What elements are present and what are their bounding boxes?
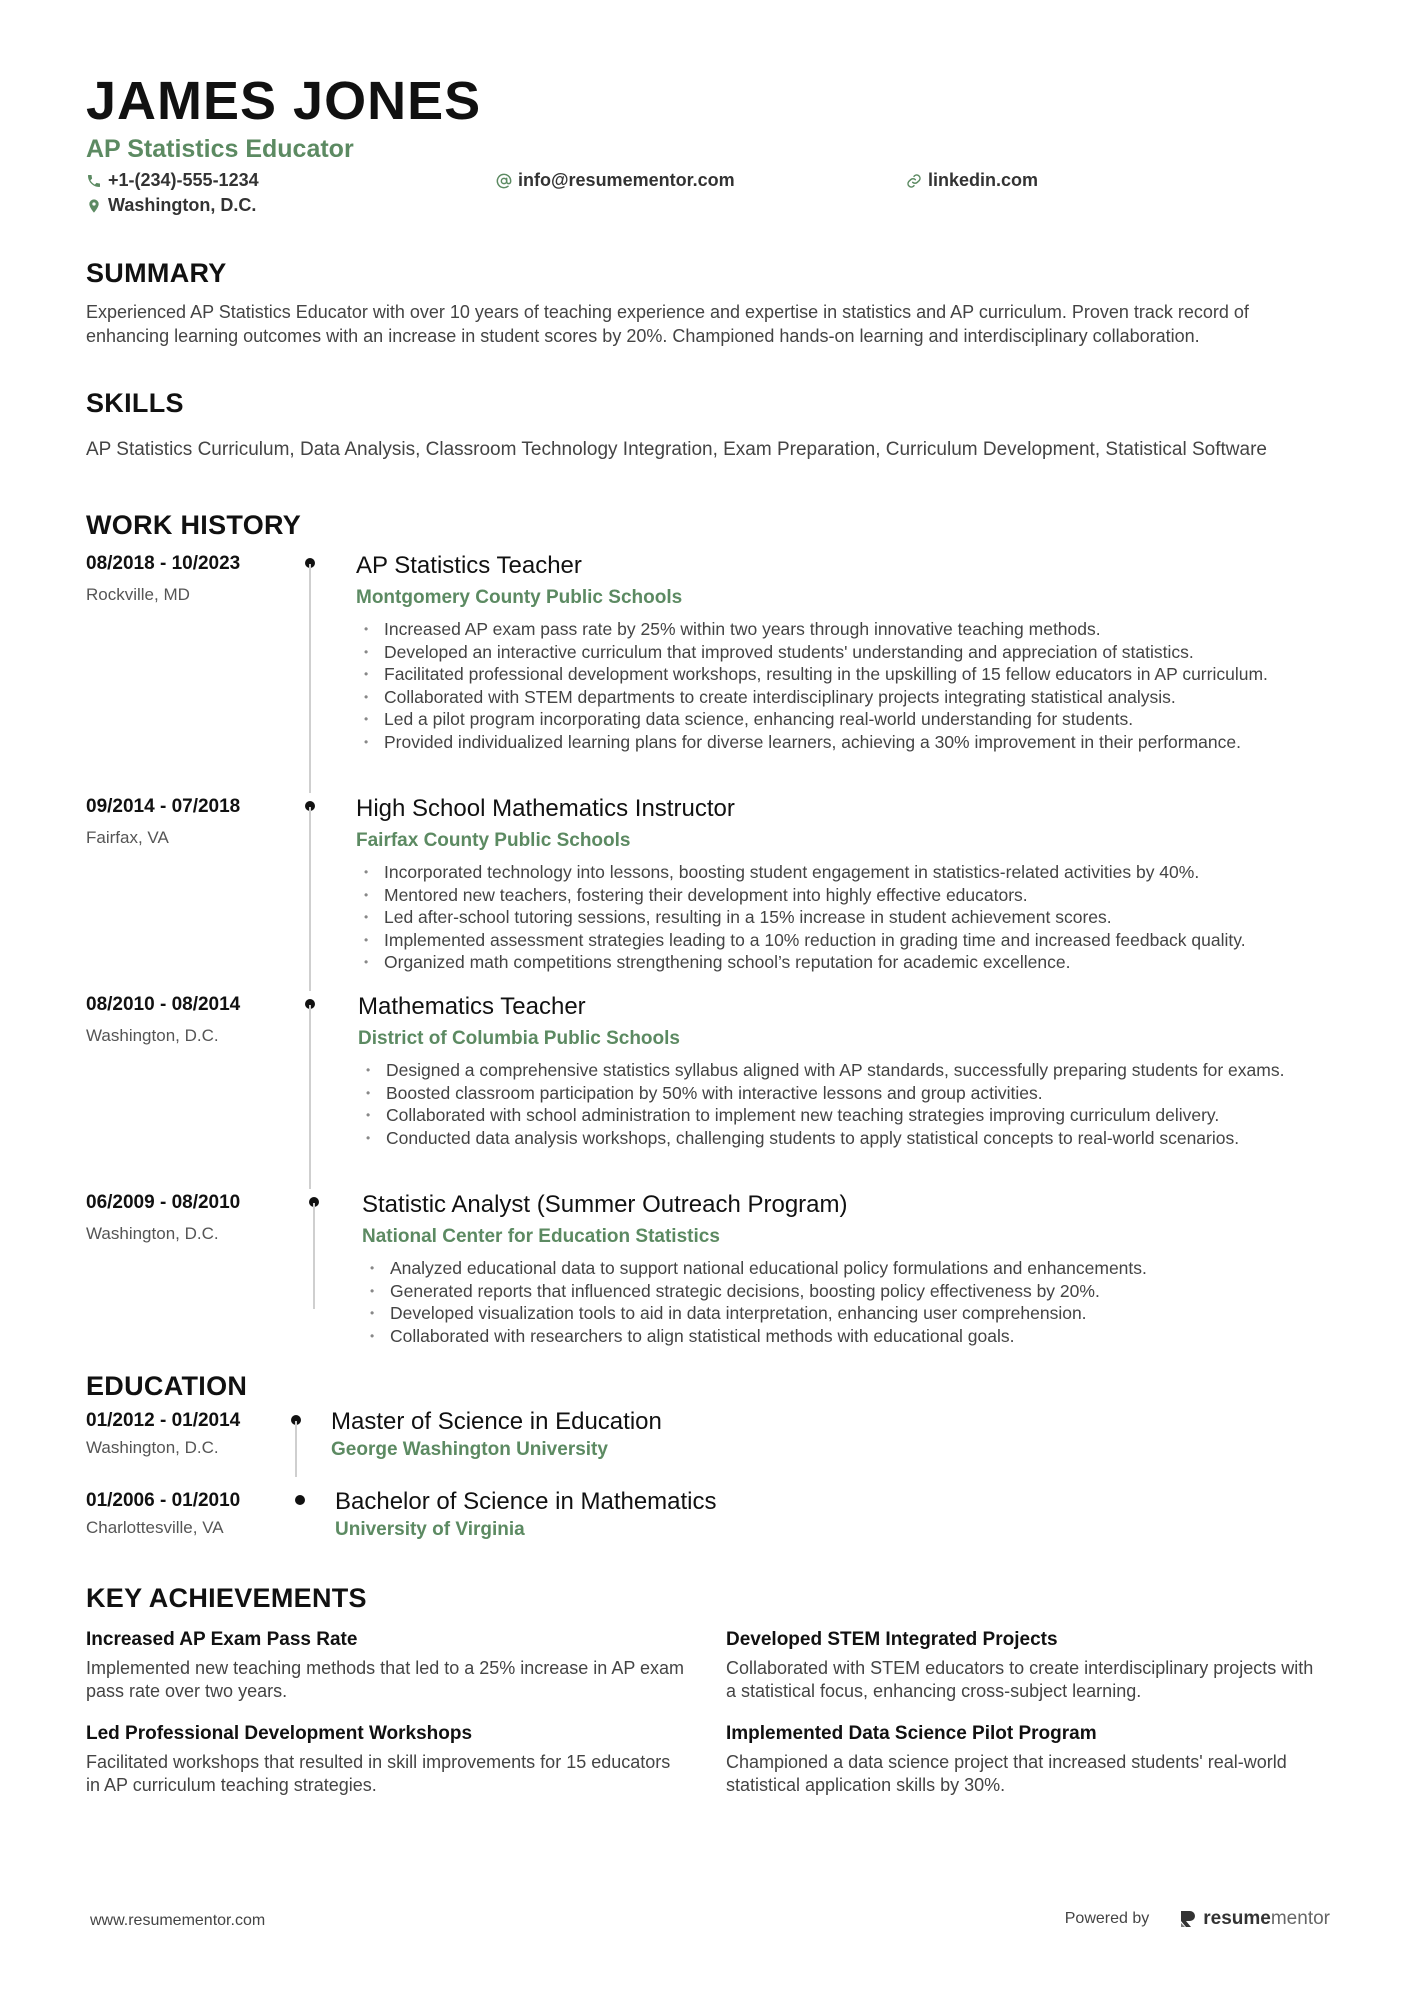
achievement-item xyxy=(86,1721,686,1797)
employer: District of Columbia Public Schools xyxy=(358,1028,680,1049)
degree: Bachelor of Science in Mathematics xyxy=(335,1488,717,1515)
achievement-title: Implemented Data Science Pilot Program xyxy=(726,1723,1097,1744)
phone-icon xyxy=(86,173,102,189)
achievement-text: Collaborated with STEM educators to create interdisciplinary projects with a statistical focus, enhancing cross-subject learning. xyxy=(726,1658,1314,1701)
achievements-section xyxy=(86,1581,1326,1797)
education-location: Charlottesville, VA xyxy=(86,1518,224,1537)
linkedin-text[interactable]: linkedin.com xyxy=(928,170,1039,190)
employer: National Center for Education Statistics xyxy=(362,1226,720,1247)
bullet-item: • Collaborated with researchers to align statistical methods with educational goals. xyxy=(362,1325,1326,1348)
work-history-section xyxy=(86,508,1326,1346)
phone-contact xyxy=(86,170,259,191)
work-dates: 08/2018 - 10/2023 xyxy=(86,553,241,574)
work-location: Fairfax, VA xyxy=(86,828,169,847)
timeline-rail xyxy=(296,793,326,991)
bullet-item: • Designed a comprehensive statistics syllabus aligned with AP standards, successfully preparing students for exams. xyxy=(358,1059,1326,1082)
bullet-item: • Implemented assessment strategies leading to a 10% reduction in grading time and increased feedback quality. xyxy=(356,929,1326,952)
footer-branding xyxy=(1065,1908,1330,1930)
bullet-item: • Led after-school tutoring sessions, resulting in a 15% increase in student achievement scores. xyxy=(356,906,1326,929)
bullet-item: • Collaborated with school administration to implement new teaching strategies improving curriculum delivery. xyxy=(358,1104,1326,1127)
bullet-item: • Analyzed educational data to support national educational policy formulations and enhancements. xyxy=(362,1257,1326,1280)
phone-text: +1-(234)-555-1234 xyxy=(108,170,259,190)
work-entry xyxy=(86,1189,1326,1346)
school: George Washington University xyxy=(331,1439,608,1460)
contact-info xyxy=(86,168,1326,220)
work-entry xyxy=(86,793,1326,991)
work-location: Washington, D.C. xyxy=(86,1026,219,1045)
brand-name-bold: resume xyxy=(1203,1908,1271,1929)
education-location: Washington, D.C. xyxy=(86,1438,219,1457)
location-pin-icon xyxy=(86,198,102,214)
employer: Montgomery County Public Schools xyxy=(356,587,683,608)
bullet-item: • Developed visualization tools to aid in data interpretation, enhancing user comprehension. xyxy=(362,1302,1326,1325)
work-timeline xyxy=(86,550,1326,1346)
location-text: Washington, D.C. xyxy=(108,195,257,215)
work-location: Rockville, MD xyxy=(86,585,190,604)
bullet-item: • Mentored new teachers, fostering their development into highly effective educators. xyxy=(356,884,1326,907)
degree: Master of Science in Education xyxy=(331,1408,662,1435)
education-entry xyxy=(86,1487,1326,1567)
work-entry xyxy=(86,550,1326,793)
link-icon xyxy=(906,173,922,189)
linkedin-contact[interactable] xyxy=(906,170,1038,191)
brand-name-light: mentor xyxy=(1270,1908,1330,1929)
bullet-item: • Boosted classroom participation by 50% with interactive lessons and group activities. xyxy=(358,1082,1326,1105)
resumementor-logo-icon xyxy=(1179,1909,1197,1929)
bullet-item: • Organized math competitions strengthening school’s reputation for academic excellence. xyxy=(356,951,1326,974)
achievement-text: Championed a data science project that increased students' real-world statistical application skills by 30%. xyxy=(726,1752,1287,1795)
bullet-item: • Facilitated professional development workshops, resulting in the upskilling of 15 fellow educators in AP curriculum. xyxy=(356,663,1326,686)
work-history-heading: WORK HISTORY xyxy=(86,510,302,540)
achievement-text: Implemented new teaching methods that led to a 25% increase in AP exam pass rate over two years. xyxy=(86,1658,685,1701)
email-text[interactable]: info@resumementor.com xyxy=(518,170,735,190)
summary-text: Experienced AP Statistics Educator with over 10 years of teaching experience and expertise in statistics and AP curriculum. Proven track record of enhancing learning outcomes with an increase in student scores by 20%. Championed hands-on learning and interdisciplinary collaboration. xyxy=(86,302,1249,346)
job-bullets xyxy=(356,618,1326,754)
location-contact xyxy=(86,195,256,216)
achievement-item xyxy=(726,1627,1326,1703)
education-dates: 01/2012 - 01/2014 xyxy=(86,1410,241,1431)
achievement-item xyxy=(726,1721,1326,1797)
bullet-item: • Incorporated technology into lessons, boosting student engagement in statistics-related activities by 40%. xyxy=(356,861,1326,884)
job-title: AP Statistics Teacher xyxy=(356,552,582,579)
email-contact[interactable] xyxy=(496,170,735,191)
job-bullets xyxy=(362,1257,1326,1347)
summary-heading: SUMMARY xyxy=(86,258,227,288)
powered-by-text: Powered by xyxy=(1064,1910,1150,1927)
achievement-title: Developed STEM Integrated Projects xyxy=(726,1629,1058,1650)
education-dates: 01/2006 - 01/2010 xyxy=(86,1490,241,1511)
work-location: Washington, D.C. xyxy=(86,1224,219,1243)
school: University of Virginia xyxy=(335,1519,525,1540)
bullet-item: • Collaborated with STEM departments to create interdisciplinary projects integrating statistical analysis. xyxy=(356,686,1326,709)
job-bullets xyxy=(356,861,1326,974)
achievement-title: Led Professional Development Workshops xyxy=(86,1723,473,1744)
education-heading: EDUCATION xyxy=(86,1371,248,1401)
achievement-title: Increased AP Exam Pass Rate xyxy=(86,1629,358,1650)
job-title: Statistic Analyst (Summer Outreach Program) xyxy=(362,1191,848,1218)
skills-section xyxy=(86,386,1326,462)
job-title: Mathematics Teacher xyxy=(358,993,586,1020)
achievement-item xyxy=(86,1627,686,1703)
achievements-grid xyxy=(86,1627,1326,1797)
brand-logo[interactable] xyxy=(1179,1908,1330,1930)
candidate-name: JAMES JONES xyxy=(86,71,482,131)
job-bullets xyxy=(358,1059,1326,1149)
bullet-item: • Generated reports that influenced strategic decisions, boosting policy effectiveness by 20%. xyxy=(362,1280,1326,1303)
bullet-item: • Developed an interactive curriculum that improved students' understanding and appreciation of statistics. xyxy=(356,641,1326,664)
summary-section xyxy=(86,256,1326,348)
bullet-item: • Conducted data analysis workshops, challenging students to apply statistical concepts to real-world scenarios. xyxy=(358,1127,1326,1150)
education-entry xyxy=(86,1407,1326,1487)
achievement-text: Facilitated workshops that resulted in skill improvements for 15 educators in AP curriculum teaching strategies. xyxy=(86,1752,671,1795)
work-entry xyxy=(86,991,1326,1189)
timeline-rail xyxy=(300,1189,330,1339)
timeline-rail xyxy=(296,991,326,1189)
timeline-rail xyxy=(286,1487,316,1567)
work-dates: 09/2014 - 07/2018 xyxy=(86,796,241,817)
skills-heading: SKILLS xyxy=(86,388,184,418)
work-dates: 06/2009 - 08/2010 xyxy=(86,1192,241,1213)
timeline-rail xyxy=(296,550,326,793)
footer-website[interactable]: www.resumementor.com xyxy=(90,1912,266,1929)
candidate-title: AP Statistics Educator xyxy=(86,135,354,163)
employer: Fairfax County Public Schools xyxy=(356,830,631,851)
achievements-heading: KEY ACHIEVEMENTS xyxy=(86,1583,367,1613)
bullet-item: • Provided individualized learning plans for diverse learners, achieving a 30% improvement in their performance. xyxy=(356,731,1326,754)
education-timeline xyxy=(86,1407,1326,1567)
skills-text: AP Statistics Curriculum, Data Analysis, Classroom Technology Integration, Exam Preparation, Curriculum Development, Statistical Software xyxy=(86,439,1267,460)
bullet-item: • Led a pilot program incorporating data science, enhancing real-world understanding for students. xyxy=(356,708,1326,731)
at-icon xyxy=(496,173,512,189)
timeline-rail xyxy=(282,1407,312,1487)
job-title: High School Mathematics Instructor xyxy=(356,795,735,822)
resume-page xyxy=(86,70,1326,1797)
work-dates: 08/2010 - 08/2014 xyxy=(86,994,241,1015)
bullet-item: • Increased AP exam pass rate by 25% within two years through innovative teaching methods. xyxy=(356,618,1326,641)
education-section xyxy=(86,1369,1326,1567)
